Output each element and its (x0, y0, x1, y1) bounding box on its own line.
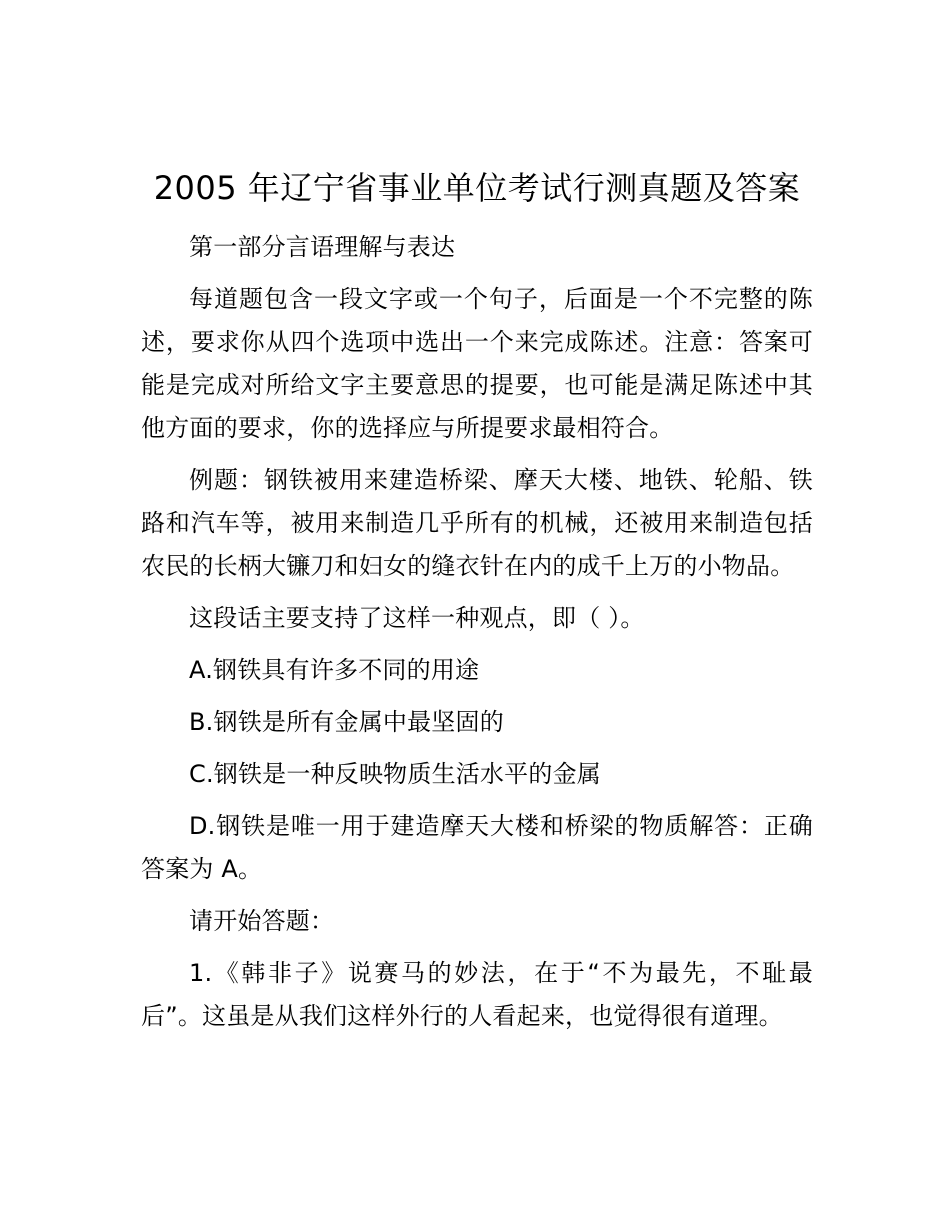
question-1: 1.《韩非子》说赛马的妙法，在于“不为最先，不耻最后”。这虽是从我们这样外行的人看起来，也觉得很有道理。 (141, 959, 813, 1030)
document-title: 2005 年辽宁省事业单位考试行测真题及答案 (153, 169, 801, 207)
example-paragraph: 例题：钢铁被用来建造桥梁、摩天大楼、地铁、轮船、铁路和汽车等，被用来制造几乎所有的机械，还被用来制造包括农民的长柄大镰刀和妇女的缝衣针在内的成千上万的小物品。 (141, 466, 813, 580)
section-heading: 第一部分言语理解与表达 (189, 233, 456, 261)
example-question: 这段话主要支持了这样一种观点，即（ ）。 (189, 604, 645, 632)
option-b: B.钢铁是所有金属中最坚固的 (189, 708, 504, 736)
option-c: C.钢铁是一种反映物质生活水平的金属 (189, 760, 601, 788)
option-a: A.钢铁具有许多不同的用途 (189, 656, 480, 684)
option-d-and-answer: D.钢铁是唯一用于建造摩天大楼和桥梁的物质解答：正确答案为 A。 (141, 812, 813, 883)
document-page (141, 164, 813, 1047)
start-prompt: 请开始答题： (189, 907, 335, 935)
instructions-paragraph: 每道题包含一段文字或一个句子，后面是一个不完整的陈述，要求你从四个选项中选出一个来完成陈述。注意：答案可能是完成对所给文字主要意思的提要，也可能是满足陈述中其他方面的要求，你的选择应与所提要求最相符合。 (141, 285, 813, 442)
